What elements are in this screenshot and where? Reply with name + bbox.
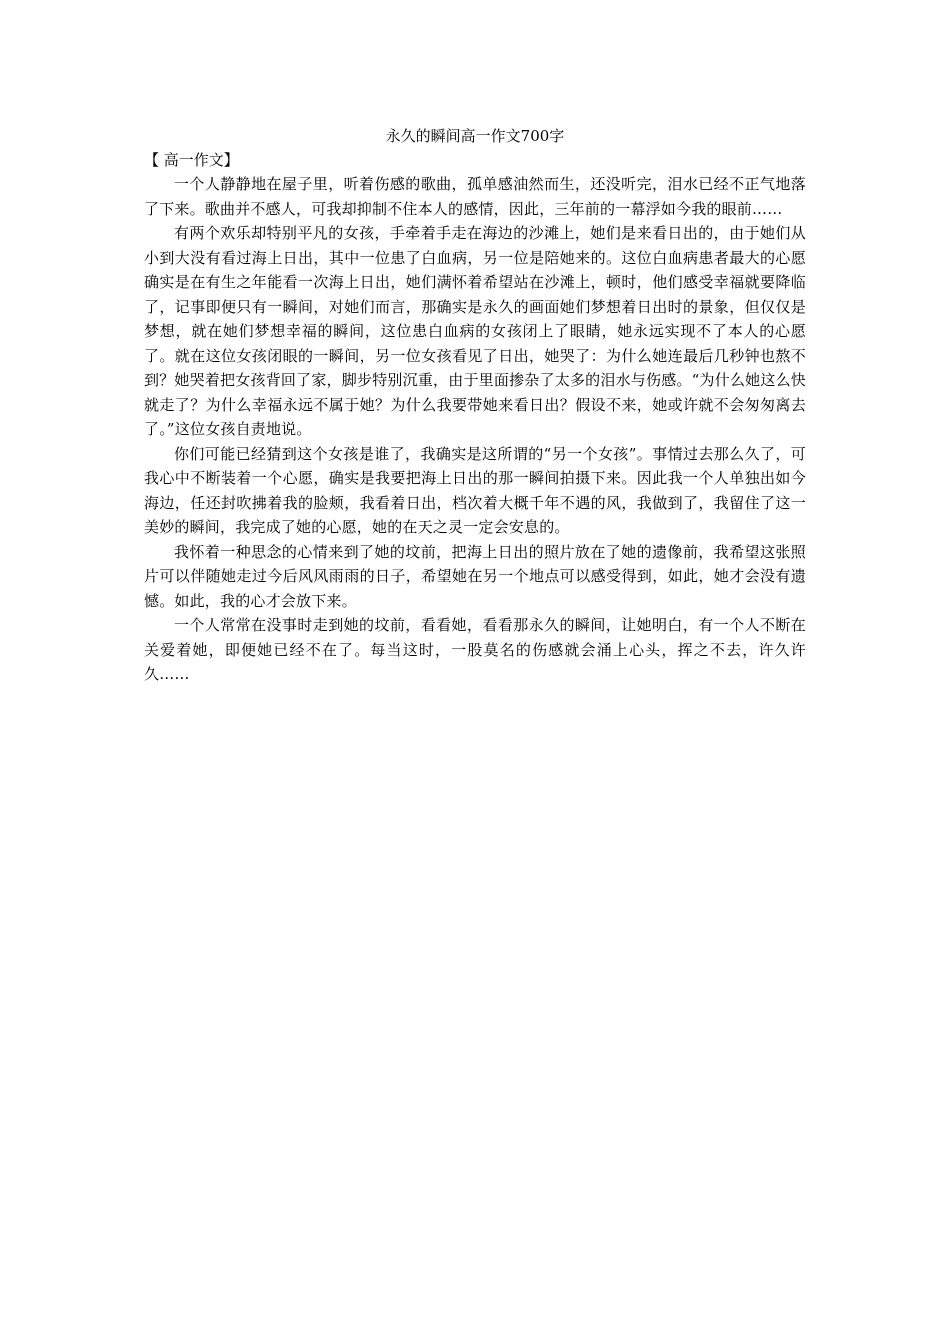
paragraph-2: 有两个欢乐却特别平凡的女孩，手牵着手走在海边的沙滩上，她们是来看日出的，由于她们从小到大没有看过海上日出，其中一位患了白血病，另一位是陪她来的。这位白血病患者最大的心愿确实是在有生之年能看一次海上日出，她们满怀着希望站在沙滩上，顿时，他们感受幸福就要降临了，记事即便只有一瞬间，对她们而言，那确实是永久的画面她们梦想着日出时的景象，但仅仅是梦想，就在她们梦想幸福的瞬间，这位患白血病的女孩闭上了眼睛，她永远实现不了本人的心愿了。就在这位女孩闭眼的一瞬间，另一位女孩看见了日出，她哭了：为什么她连最后几秒钟也熬不到？她哭着把女孩背回了家，脚步特别沉重，由于里面掺杂了太多的泪水与伤感。“为什么她这么快就走了？为什么幸福永远不属于她？为什么我要带她来看日出？假设不来，她或许就不会匆匆离去了。”这位女孩自责地说。 (144, 224, 806, 438)
paragraph-4: 我怀着一种思念的心情来到了她的坟前，把海上日出的照片放在了她的遗像前，我希望这张照片可以伴随她走过今后风风雨雨的日子，希望她在另一个地点可以感受得到，如此，她才会没有遗憾。如此，我的心才会放下来。 (144, 542, 806, 610)
document-page (144, 124, 806, 687)
paragraph-1: 一个人静静地在屋子里，听着伤感的歌曲，孤单感油然而生，还没听完，泪水已经不正气地落了下来。歌曲并不感人，可我却抑制不住本人的感情，因此，三年前的一幕浮如今我的眼前…… (144, 175, 806, 218)
paragraph-3: 你们可能已经猜到这个女孩是谁了，我确实是这所谓的“另一个女孩”。事情过去那么久了，可我心中不断装着一个心愿，确实是我要把海上日出的那一瞬间拍摄下来。因此我一个人单独出如今海边，任还封吹拂着我的脸颊，我看着日出，档次着大概千年不遇的风，我做到了，我留住了这一美妙的瞬间，我完成了她的心愿，她的在天之灵一定会安息的。 (144, 444, 806, 536)
category-tag: 【 高一作文】 (144, 151, 239, 169)
document-title: 永久的瞬间高一作文700字 (385, 127, 565, 145)
paragraph-5: 一个人常常在没事时走到她的坟前，看看她，看看那永久的瞬间，让她明白，有一个人不断在关爱着她，即便她已经不在了。每当这时，一股莫名的伤感就会涌上心头，挥之不去，许久许久…… (144, 616, 806, 683)
